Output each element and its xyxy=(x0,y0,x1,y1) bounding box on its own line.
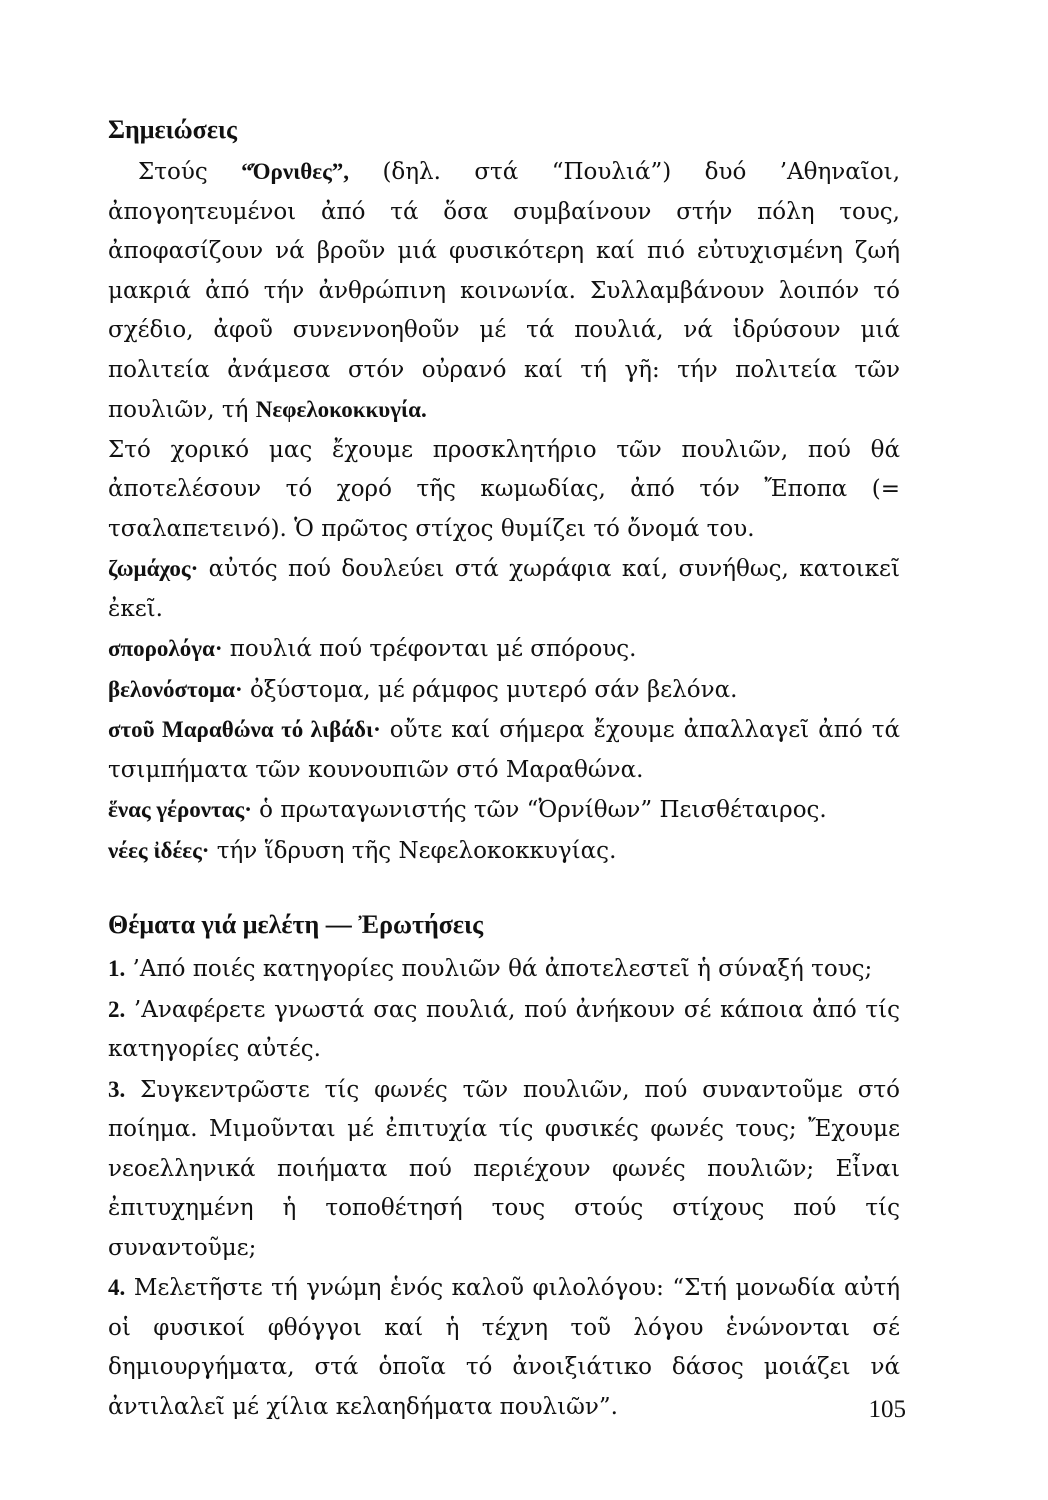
glossary-entry xyxy=(108,790,900,831)
page-number: 105 xyxy=(868,1396,906,1423)
question-item xyxy=(108,1070,900,1269)
question-text: ’Από ποιές κατηγορίες πουλιῶν θά ἀποτελεστεῖ ἡ σύναξή τους; xyxy=(125,956,873,982)
question-text: Μελετῆστε τή γνώμη ἑνός καλοῦ φιλολόγου: “Στή μονωδία αὐτή οἱ φυσικοί φθόγγοι καί ἡ τέχνη τοῦ λόγου ἑνώνονται σέ δημιουργήματα, στά ὁποῖα τό ἀνοιξιάτικο δάσος μοιάζει νά ἀντιλαλεῖ μέ χίλια κελαηδήματα πουλιῶν”. xyxy=(108,1275,900,1420)
glossary-entry xyxy=(108,710,900,790)
notes-heading: Σημειώσεις xyxy=(108,115,237,144)
question-number: 4. xyxy=(108,1275,126,1300)
question-number: 1. xyxy=(108,956,126,981)
glossary-definition: τήν ἵδρυση τῆς Νεφελοκοκκυγίας. xyxy=(209,837,617,864)
intro-cloudcuckooland: Νεφελοκοκκυγία. xyxy=(255,397,427,422)
glossary-term: ζωμάχος· xyxy=(108,556,199,581)
page-content xyxy=(108,110,900,1427)
glossary-entry xyxy=(108,549,900,629)
intro-title-birds: “Όρνιθες”, xyxy=(241,159,350,184)
question-text: ’Αναφέρετε γνωστά σας πουλιά, πού ἀνήκουν σέ κάποια ἀπό τίς κατηγορίες αὐτές. xyxy=(108,996,900,1062)
question-item xyxy=(108,949,900,990)
glossary-term: βελονόστομα· xyxy=(108,676,243,702)
question-text: Συγκεντρῶστε τίς φωνές τῶν πουλιῶν, πού συναντοῦμε στό ποίημα. Μιμοῦνται μέ ἐπιτυχία τίς φυσικές φωνές τους; Ἔχουμε νεοελληνικά ποιήματα πού περιέχουν φωνές πουλιῶν; Εἶναι ἐπιτυχημένη ἡ τοποθέτησή τους στούς στίχους πού τίς συναντοῦμε; xyxy=(108,1076,900,1261)
glossary-definition: ὀξύστομα, μέ ράμφος μυτερό σάν βελόνα. xyxy=(242,676,738,703)
glossary-definition: οὔτε καί σήμερα ἔχουμε ἀπαλλαγεῖ ἀπό τά τσιμπήματα τῶν κουνουπιῶν στό Μαραθώνα. xyxy=(108,717,900,783)
intro-text-2: (δηλ. στά “Πουλιά”) δυό ’Αθηναῖοι, ἀπογοητευμένοι ἀπό τά ὅσα συμβαίνουν στήν πόλη τους, ἀποφασίζουν νά βροῦν μιά φυσικότερη καί πιό εὐτυχισμένη ζωή μακριά ἀπό τήν ἀνθρώπινη κοινωνία. Συλλαμβάνουν λοιπόν τό σχέδιο, ἀφοῦ συνεννοηθοῦν μέ τά πουλιά, νά ἱδρύσουν μιά πολιτεία ἀνάμεσα στόν οὐρανό καί τή γῆ: τήν πολιτεία τῶν πουλιῶν, τή xyxy=(108,159,901,423)
notes-chorus-paragraph: Στό χορικό μας ἔχουμε προσκλητήριο τῶν πουλιῶν, πού θά ἀποτελέσουν τό χορό τῆς κωμωδίας, ἀπό τόν Ἔποπα (= τσαλαπετεινό). Ὁ πρῶτος στίχος θυμίζει τό ὄνομά του. xyxy=(108,436,900,542)
notes-intro-paragraph xyxy=(108,152,900,431)
intro-text-1: Στούς xyxy=(138,159,242,185)
glossary-term: σπορολόγα· xyxy=(108,636,223,661)
glossary-entry xyxy=(108,629,900,670)
glossary-definition: ὁ πρωταγωνιστής τῶν “Ὀρνίθων” Πεισθέταιρος. xyxy=(251,797,827,823)
glossary-definition: πουλιά πού τρέφονται μέ σπόρους. xyxy=(222,636,637,662)
glossary-definition: αὐτός πού δουλεύει στά χωράφια καί, συνήθως, κατοικεῖ ἐκεῖ. xyxy=(108,556,900,622)
glossary-term: ἕνας γέροντας· xyxy=(108,797,252,822)
glossary-entry xyxy=(108,831,900,872)
question-item xyxy=(108,1268,900,1427)
questions-heading: Θέματα γιά μελέτη — Ἐρωτήσεις xyxy=(108,910,484,939)
question-number: 2. xyxy=(108,996,126,1022)
question-number: 3. xyxy=(108,1076,126,1102)
glossary-term: νέες ἰδέες· xyxy=(108,837,210,863)
glossary-term: στοῦ Μαραθώνα τό λιβάδι· xyxy=(108,717,381,742)
glossary-entry xyxy=(108,670,900,711)
question-item xyxy=(108,990,900,1070)
